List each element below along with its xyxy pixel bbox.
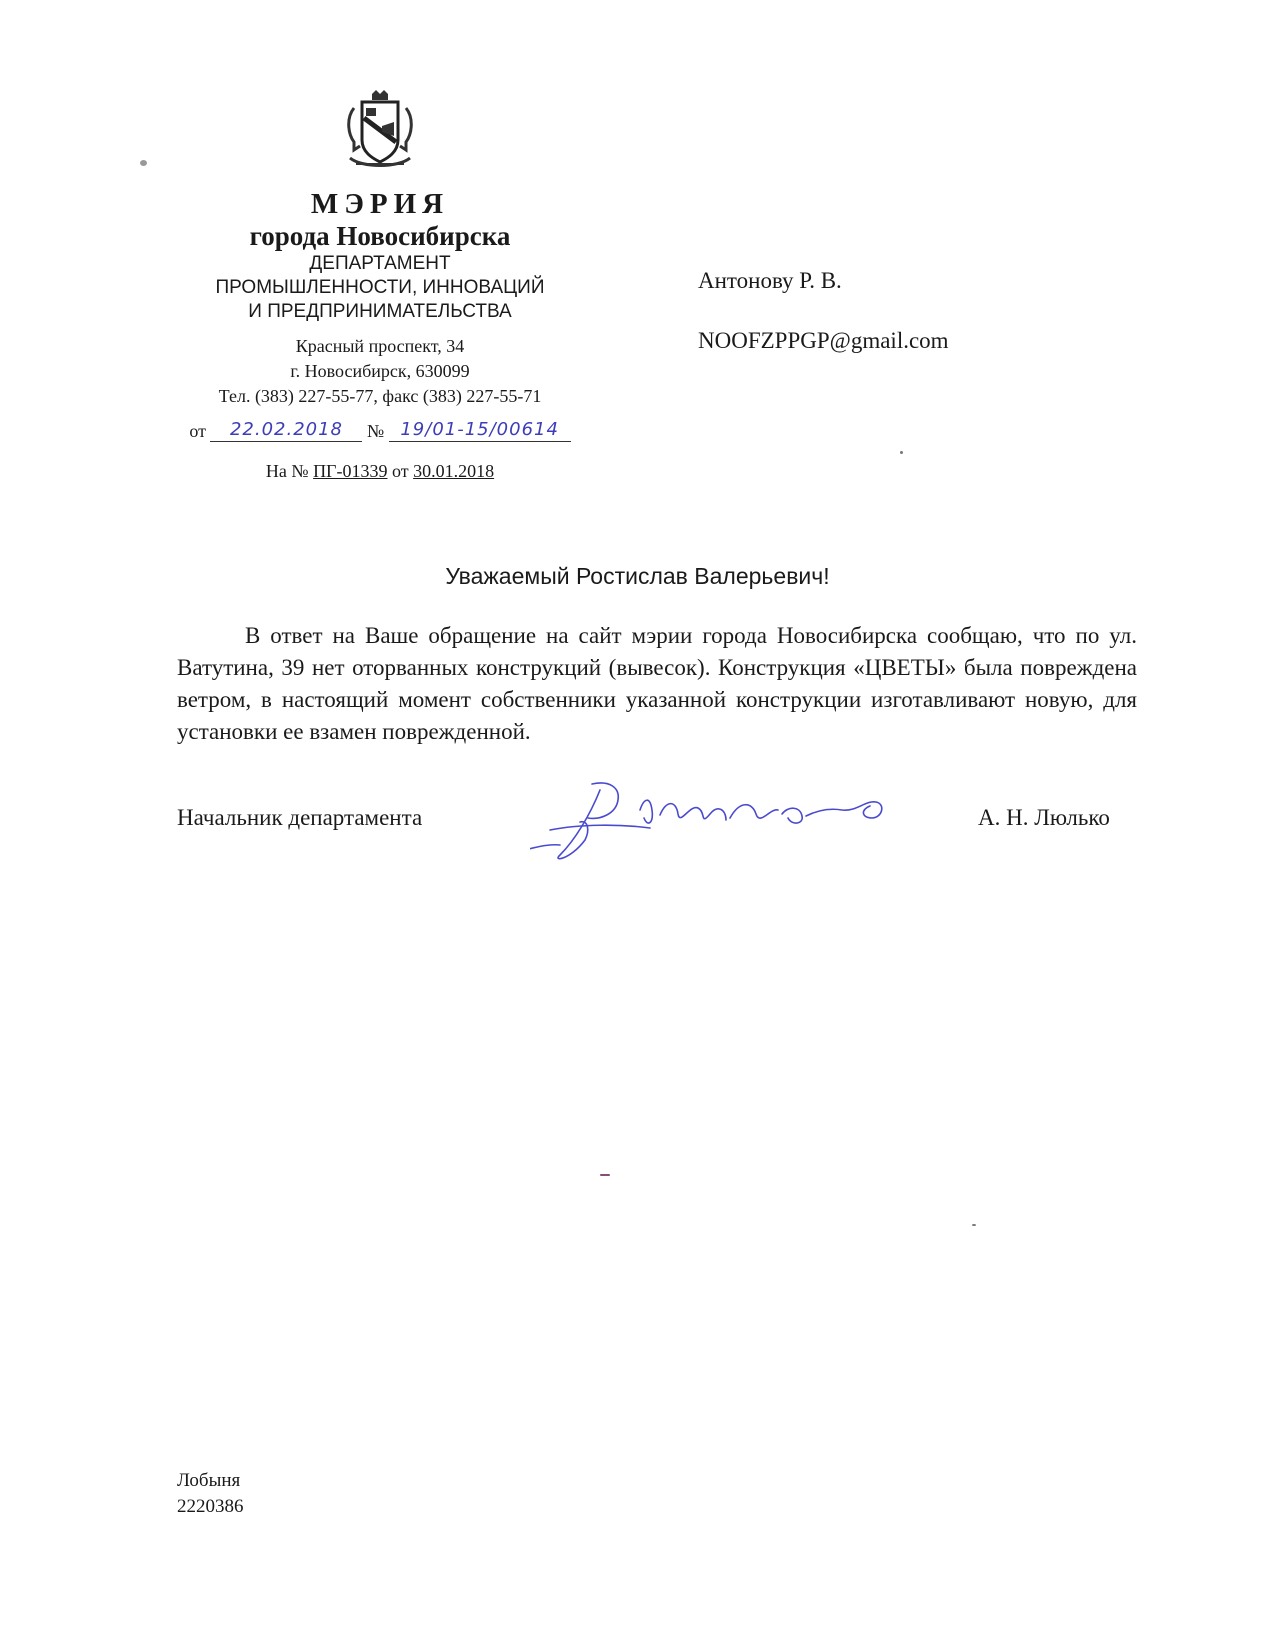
date-label: от <box>189 421 206 441</box>
scan-speck <box>972 1224 976 1226</box>
department-line-1: ДЕПАРТАМЕНТ <box>309 253 451 274</box>
registration-line <box>150 419 610 449</box>
city-coat-of-arms-icon <box>342 88 418 174</box>
department-line-3: И ПРЕДПРИНИМАТЕЛЬСТВА <box>248 301 512 322</box>
address-street: Красный проспект, 34 <box>295 336 465 356</box>
reply-number: ПГ-01339 <box>313 461 388 481</box>
address-city: г. Новосибирск, 630099 <box>290 361 470 381</box>
recipient-block <box>698 267 949 355</box>
phone-fax: Тел. (383) 227-55-77, факс (383) 227-55-71 <box>218 386 542 406</box>
reply-from-label: от <box>391 461 409 481</box>
scan-speck <box>600 1174 610 1176</box>
org-title: МЭРИЯ <box>310 188 450 220</box>
signer-name: А. Н. Люлько <box>978 805 1110 830</box>
handwritten-signature-icon <box>530 770 930 870</box>
letter-body: В ответ на Ваше обращение на сайт мэрии города Новосибирска сообщаю, что по ул. Ватутина, 39 нет оторванных конструкций (вывесок). Конструкция «ЦВЕТЫ» была повреждена ветром, в настоящий момент собственники указанной конструкции изготавливают новую, для установки ее взамен поврежденной. <box>177 623 1137 744</box>
number-label: № <box>366 421 385 441</box>
outgoing-date: 22.02.2018 <box>210 419 362 442</box>
signer-role: Начальник департамента <box>177 805 423 830</box>
reply-date: 30.01.2018 <box>413 461 495 481</box>
recipient-name: Антонову Р. В. <box>698 268 842 293</box>
executor-name: Лобыня <box>177 1470 241 1491</box>
reply-prefix: На № <box>265 461 309 481</box>
department-line-2: ПРОМЫШЛЕННОСТИ, ИННОВАЦИЙ <box>215 277 545 298</box>
address-block <box>150 334 610 409</box>
executor-footer <box>177 1468 244 1520</box>
outgoing-number: 19/01-15/00614 <box>389 419 571 442</box>
executor-phone: 2220386 <box>177 1496 244 1517</box>
letterhead <box>150 88 610 482</box>
recipient-email: NOOFZPPGP@gmail.com <box>698 328 949 353</box>
scan-speck <box>900 451 903 454</box>
reply-reference <box>150 461 610 482</box>
salutation: Уважаемый Ростислав Валерьевич! <box>445 563 830 589</box>
scan-speck <box>140 160 147 166</box>
org-city: города Новосибирска <box>249 221 511 251</box>
